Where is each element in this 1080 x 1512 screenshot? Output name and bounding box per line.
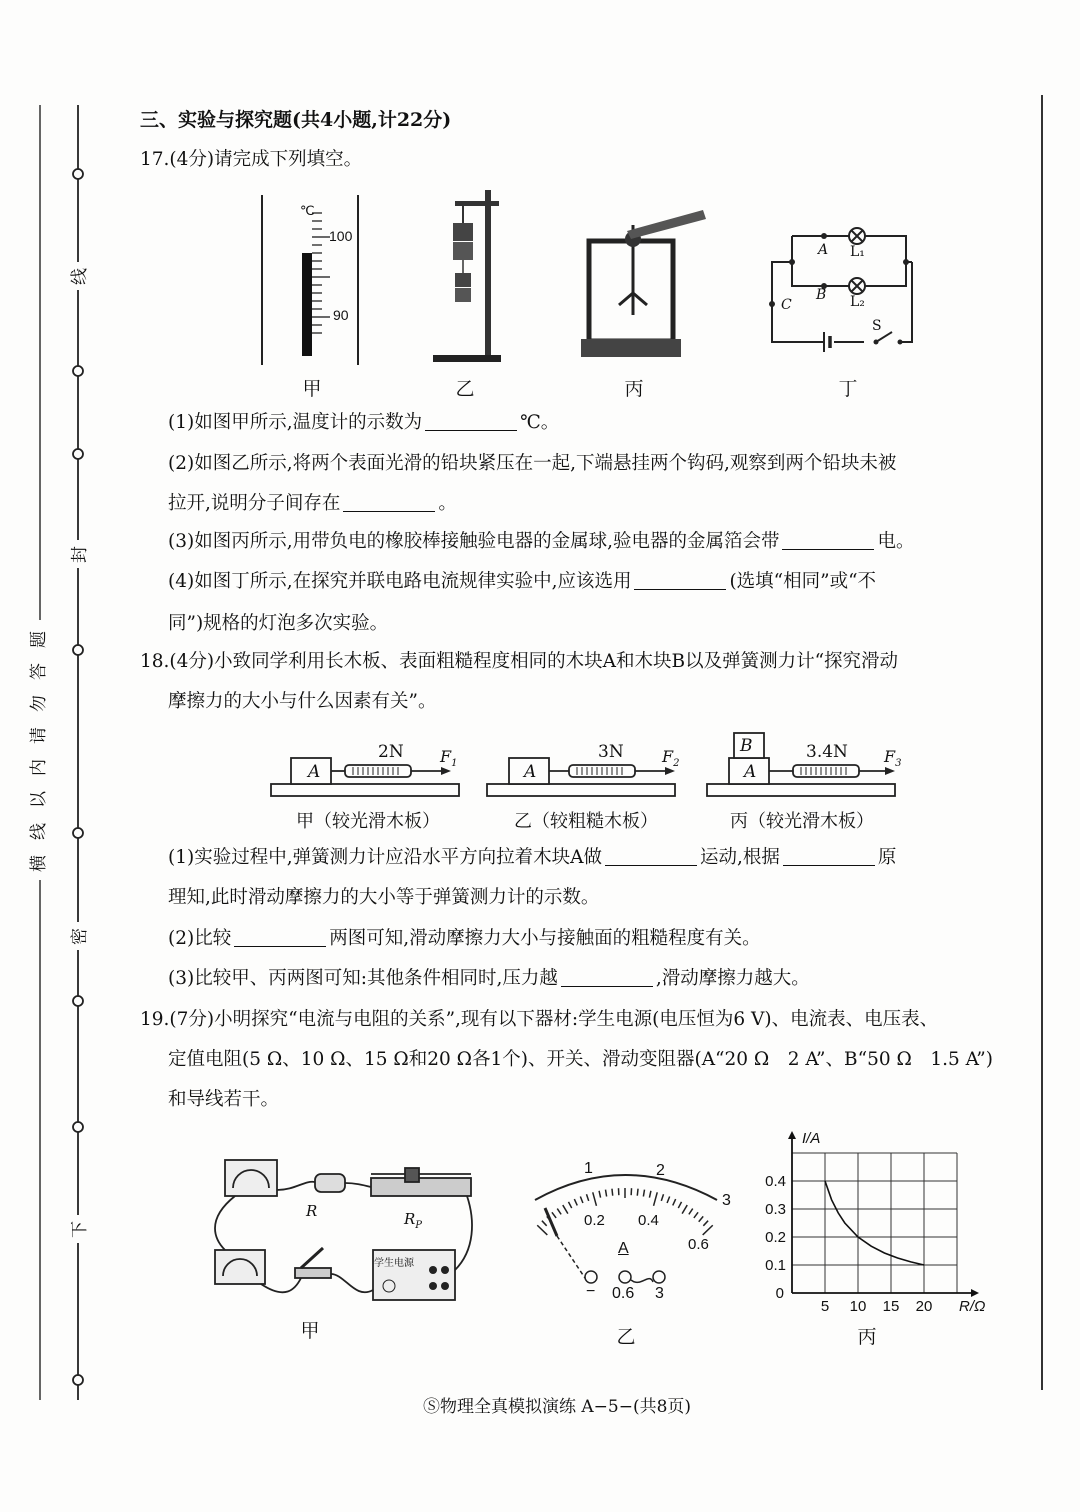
binding-char: 封: [70, 546, 90, 563]
dial-tick: [667, 1196, 670, 1203]
setup-caption-yi: 乙（较粗糙木板）: [514, 811, 658, 832]
force-f3-symbol: F: [884, 747, 896, 766]
node-c: C: [781, 297, 792, 313]
q17-part4-line2: 同”)规格的灯泡多次实验。: [168, 613, 389, 634]
q18-part2: [168, 927, 761, 951]
q18-part1-line1: [168, 846, 896, 870]
rheostat-label: [404, 1210, 422, 1231]
dial-top-2: 2: [656, 1162, 665, 1179]
force-f1-sub: 1: [451, 758, 458, 770]
dial-tick: [678, 1202, 681, 1208]
dial-tick: [673, 1199, 676, 1205]
answer-blank[interactable]: [425, 412, 517, 431]
answer-blank[interactable]: [782, 531, 874, 550]
dial-tick: [637, 1189, 638, 1196]
q18-p2-text: (2)比较: [168, 928, 232, 949]
y-tick-label: 0.2: [765, 1229, 786, 1246]
ammeter-device: [215, 1250, 265, 1284]
dial-top-1: 1: [584, 1160, 593, 1177]
notice-char: 答: [29, 663, 49, 680]
voltmeter: [225, 1160, 277, 1196]
terminal-0.6: [619, 1271, 631, 1283]
right-edge-line: [1041, 95, 1043, 1390]
scale-reading-3: 3.4N: [806, 742, 848, 762]
dial-tick: [689, 1209, 693, 1215]
notice-char: 请: [29, 727, 49, 744]
binding-char: 线: [70, 268, 90, 285]
electroscope-figure: [575, 205, 715, 365]
switch-device: [295, 1268, 331, 1278]
setup-caption-jia: 甲（较光滑木板）: [296, 811, 440, 832]
y-tick-label: 0.3: [765, 1201, 786, 1218]
dial-tick: [557, 1209, 561, 1215]
dial-tick: [605, 1190, 606, 1197]
q17-part1: [168, 411, 559, 435]
y-axis-label: I/A: [802, 1130, 821, 1147]
dial-bottom-0.2: 0.2: [584, 1212, 605, 1229]
q17-p4-options: (选填“相同”或“不: [729, 571, 877, 592]
answer-blank[interactable]: [634, 571, 726, 590]
binding-margin: [0, 0, 110, 1512]
q17-part4-line1: [168, 570, 876, 594]
dial-tick: [612, 1189, 613, 1196]
dial-tick: [699, 1216, 703, 1221]
binding-hole: [73, 1122, 83, 1132]
thermometer-unit: ℃: [300, 203, 315, 218]
parallel-circuit-figure: [760, 222, 930, 357]
binding-char: 下: [70, 1221, 90, 1238]
dial-tick: [580, 1196, 583, 1203]
binding-hole: [73, 169, 83, 179]
notice-char: 横: [29, 855, 49, 872]
dial-tick: [643, 1190, 644, 1197]
rheostat-sub: P: [415, 1220, 423, 1231]
q18-p2-end: 两图可知,滑动摩擦力大小与接触面的粗糙程度有关。: [329, 928, 761, 949]
q17-p3-text: (3)如图丙所示,用带负电的橡胶棒接触验电器的金属球,验电器的金属箔会带: [168, 531, 780, 552]
force-f1-symbol: F: [440, 747, 452, 766]
board-smooth-2: [707, 784, 895, 796]
fig-label-bing: 丙: [624, 378, 644, 400]
dial-tick: [542, 1221, 547, 1226]
ammeter-unit: A: [618, 1240, 629, 1257]
ammeter-needle: [545, 1208, 557, 1236]
hook-weight-2: [455, 288, 471, 302]
dial-tick: [661, 1194, 663, 1201]
q17-p1-text: (1)如图甲所示,温度计的示数为: [168, 412, 423, 433]
q19-fig-label-bing: 丙: [857, 1326, 877, 1348]
answer-blank[interactable]: [343, 493, 435, 512]
q17-stem: 17.(4分)请完成下列填空。: [140, 149, 363, 170]
q17-p3-end: 电。: [877, 531, 915, 552]
notice-char: 线: [29, 823, 49, 840]
q18-p3-text: (3)比较甲、丙两图可知:其他条件相同时,压力越: [168, 968, 558, 989]
dial-bottom-0.4: 0.4: [638, 1212, 659, 1229]
x-tick-label: 5: [820, 1298, 830, 1315]
q17-p2-end: 。: [438, 493, 457, 514]
q18-stem-line2: 摩擦力的大小与什么因素有关”。: [168, 691, 437, 712]
q17-p1-end: ℃。: [520, 412, 560, 433]
q17-part2-line2: [168, 492, 457, 516]
fig-label-ding: 丁: [838, 378, 858, 400]
force-f3: [884, 747, 901, 769]
dial-tick: [654, 1192, 658, 1206]
lamp-l1-label: L₁: [850, 244, 865, 260]
y-tick-label: 0.1: [765, 1257, 786, 1274]
x-axis-label: R/Ω: [959, 1298, 986, 1315]
dial-tick: [552, 1212, 556, 1218]
fixed-resistor: [315, 1174, 345, 1192]
q17-part2-line1: (2)如图乙所示,将两个表面光滑的铅块紧压在一起,下端悬挂两个钩码,观察到两个铅块未被: [168, 453, 897, 474]
answer-blank[interactable]: [561, 968, 653, 987]
force-f3-sub: 3: [895, 758, 902, 770]
block-b-label: B: [740, 736, 753, 756]
section-title: 三、实验与探究题(共4小题,计22分): [140, 109, 452, 131]
q19-stem-line1: 19.(7分)小明探究“电流与电阻的关系”,现有以下器材:学生电源(电压恒为6 V)、电流表、电压表、: [140, 1009, 939, 1030]
setup-caption-bing: 丙（较光滑木板）: [730, 811, 874, 832]
block-a-label-3: A: [744, 762, 757, 782]
thermometer-tick-100: 100: [329, 228, 353, 244]
hook-weight-1: [455, 273, 471, 287]
q18-p1-mid: 运动,根据: [699, 847, 780, 868]
terminal-label-0.6: 0.6: [612, 1285, 635, 1302]
q17-p4-text: (4)如图丁所示,在探究并联电路电流规律实验中,应该选用: [168, 571, 632, 592]
binding-notice: [30, 622, 50, 878]
binding-hole: [73, 449, 83, 459]
board-rough: [487, 784, 675, 796]
binding-hole: [73, 366, 83, 376]
dial-tick: [537, 1225, 547, 1235]
dial-top-3: 3: [722, 1192, 731, 1209]
thermometer-liquid-column: [302, 253, 312, 356]
notice-char: 以: [29, 791, 49, 808]
binding-hole: [73, 996, 83, 1006]
switch-label: S: [872, 318, 882, 334]
q18-p3-end: ,滑动摩擦力越大。: [655, 968, 810, 989]
power-supply-label: 学生电源: [374, 1258, 414, 1269]
terminal-label-negative: −: [586, 1283, 596, 1300]
node-b: B: [816, 287, 827, 303]
dial-tick: [593, 1192, 597, 1206]
x-tick-label: 15: [882, 1298, 900, 1315]
q18-p1-end: 原: [877, 847, 897, 868]
force-f2-sub: 2: [673, 758, 680, 770]
current-resistance-chart: [760, 1125, 986, 1315]
x-tick-label: 10: [849, 1298, 867, 1315]
terminal-negative: [585, 1271, 597, 1283]
q19-fig-label-jia: 甲: [300, 1320, 320, 1342]
dial-tick: [703, 1225, 713, 1235]
block-a-label-1: A: [308, 762, 321, 782]
dial-tick: [599, 1191, 600, 1198]
sliding-rheostat: [371, 1178, 471, 1196]
q17-p2-text: 拉开,说明分子间存在: [168, 493, 341, 514]
board-smooth-1: [271, 784, 459, 796]
dial-tick: [649, 1191, 650, 1198]
force-f1: [440, 747, 457, 769]
answer-blank[interactable]: [605, 847, 697, 866]
resistor-label: R: [306, 1202, 318, 1220]
scale-reading-2: 3N: [598, 742, 624, 762]
answer-blank[interactable]: [234, 928, 326, 947]
current-resistance-curve: [825, 1181, 924, 1265]
x-tick-label: 20: [915, 1298, 933, 1315]
page-footer: Ⓢ物理全真模拟演练 A−5−(共8页): [423, 1397, 692, 1417]
lead-block-upper: [453, 223, 473, 241]
answer-blank[interactable]: [783, 847, 875, 866]
notice-char: 内: [29, 759, 49, 776]
dial-bottom-0.6: 0.6: [688, 1236, 709, 1253]
lead-blocks-stand-figure: [425, 185, 505, 370]
terminal-3: [653, 1271, 665, 1283]
q18-part3: [168, 967, 810, 991]
binding-hole: [73, 1375, 83, 1385]
dial-tick: [586, 1194, 588, 1201]
notice-char: 题: [29, 631, 49, 648]
q18-p1-text: (1)实验过程中,弹簧测力计应沿水平方向拉着木块A做: [168, 847, 602, 868]
dial-tick: [694, 1212, 698, 1218]
q19-stem-line3: 和导线若干。: [168, 1089, 280, 1110]
dial-tick: [568, 1202, 571, 1208]
rheostat-symbol: R: [404, 1210, 416, 1228]
dial-tick: [574, 1199, 577, 1205]
y-axis-arrow: [788, 1131, 796, 1139]
q17-part3: [168, 530, 915, 554]
fig-label-jia: 甲: [302, 378, 322, 400]
q18-stem-line1: 18.(4分)小致同学利用长木板、表面粗糙程度相同的木块A和木块B以及弹簧测力计“探究滑动: [140, 651, 899, 672]
dial-tick: [563, 1205, 568, 1214]
q18-part1-line2: 理知,此时滑动摩擦力的大小等于弹簧测力计的示数。: [168, 887, 600, 908]
node-a: A: [818, 242, 829, 258]
experiment-apparatus-figure: [205, 1150, 485, 1310]
terminal-label-3: 3: [655, 1285, 664, 1302]
y-tick-label: 0.4: [765, 1173, 786, 1190]
binding-char: 密: [70, 928, 90, 945]
binding-hole: [73, 645, 83, 655]
force-f2: [662, 747, 679, 769]
q19-fig-label-yi: 乙: [616, 1326, 636, 1348]
notice-char: 勿: [29, 695, 49, 712]
origin-label: 0: [775, 1285, 784, 1302]
x-axis-arrow: [971, 1289, 979, 1297]
lead-block-lower: [453, 242, 473, 260]
scale-reading-1: 2N: [378, 742, 404, 762]
fig-label-yi: 乙: [455, 378, 475, 400]
block-a-label-2: A: [524, 762, 537, 782]
dial-tick: [703, 1221, 708, 1226]
dial-tick: [682, 1205, 687, 1214]
lamp-l2-label: L₂: [850, 294, 865, 310]
binding-hole: [73, 828, 83, 838]
thermometer-tick-90: 90: [333, 307, 349, 323]
q19-stem-line2: 定值电阻(5 Ω、10 Ω、15 Ω和20 Ω各1个)、开关、滑动变阻器(A“20 Ω 2 A”、B“50 Ω 1.5 A”): [168, 1049, 993, 1070]
force-f2-symbol: F: [662, 747, 674, 766]
